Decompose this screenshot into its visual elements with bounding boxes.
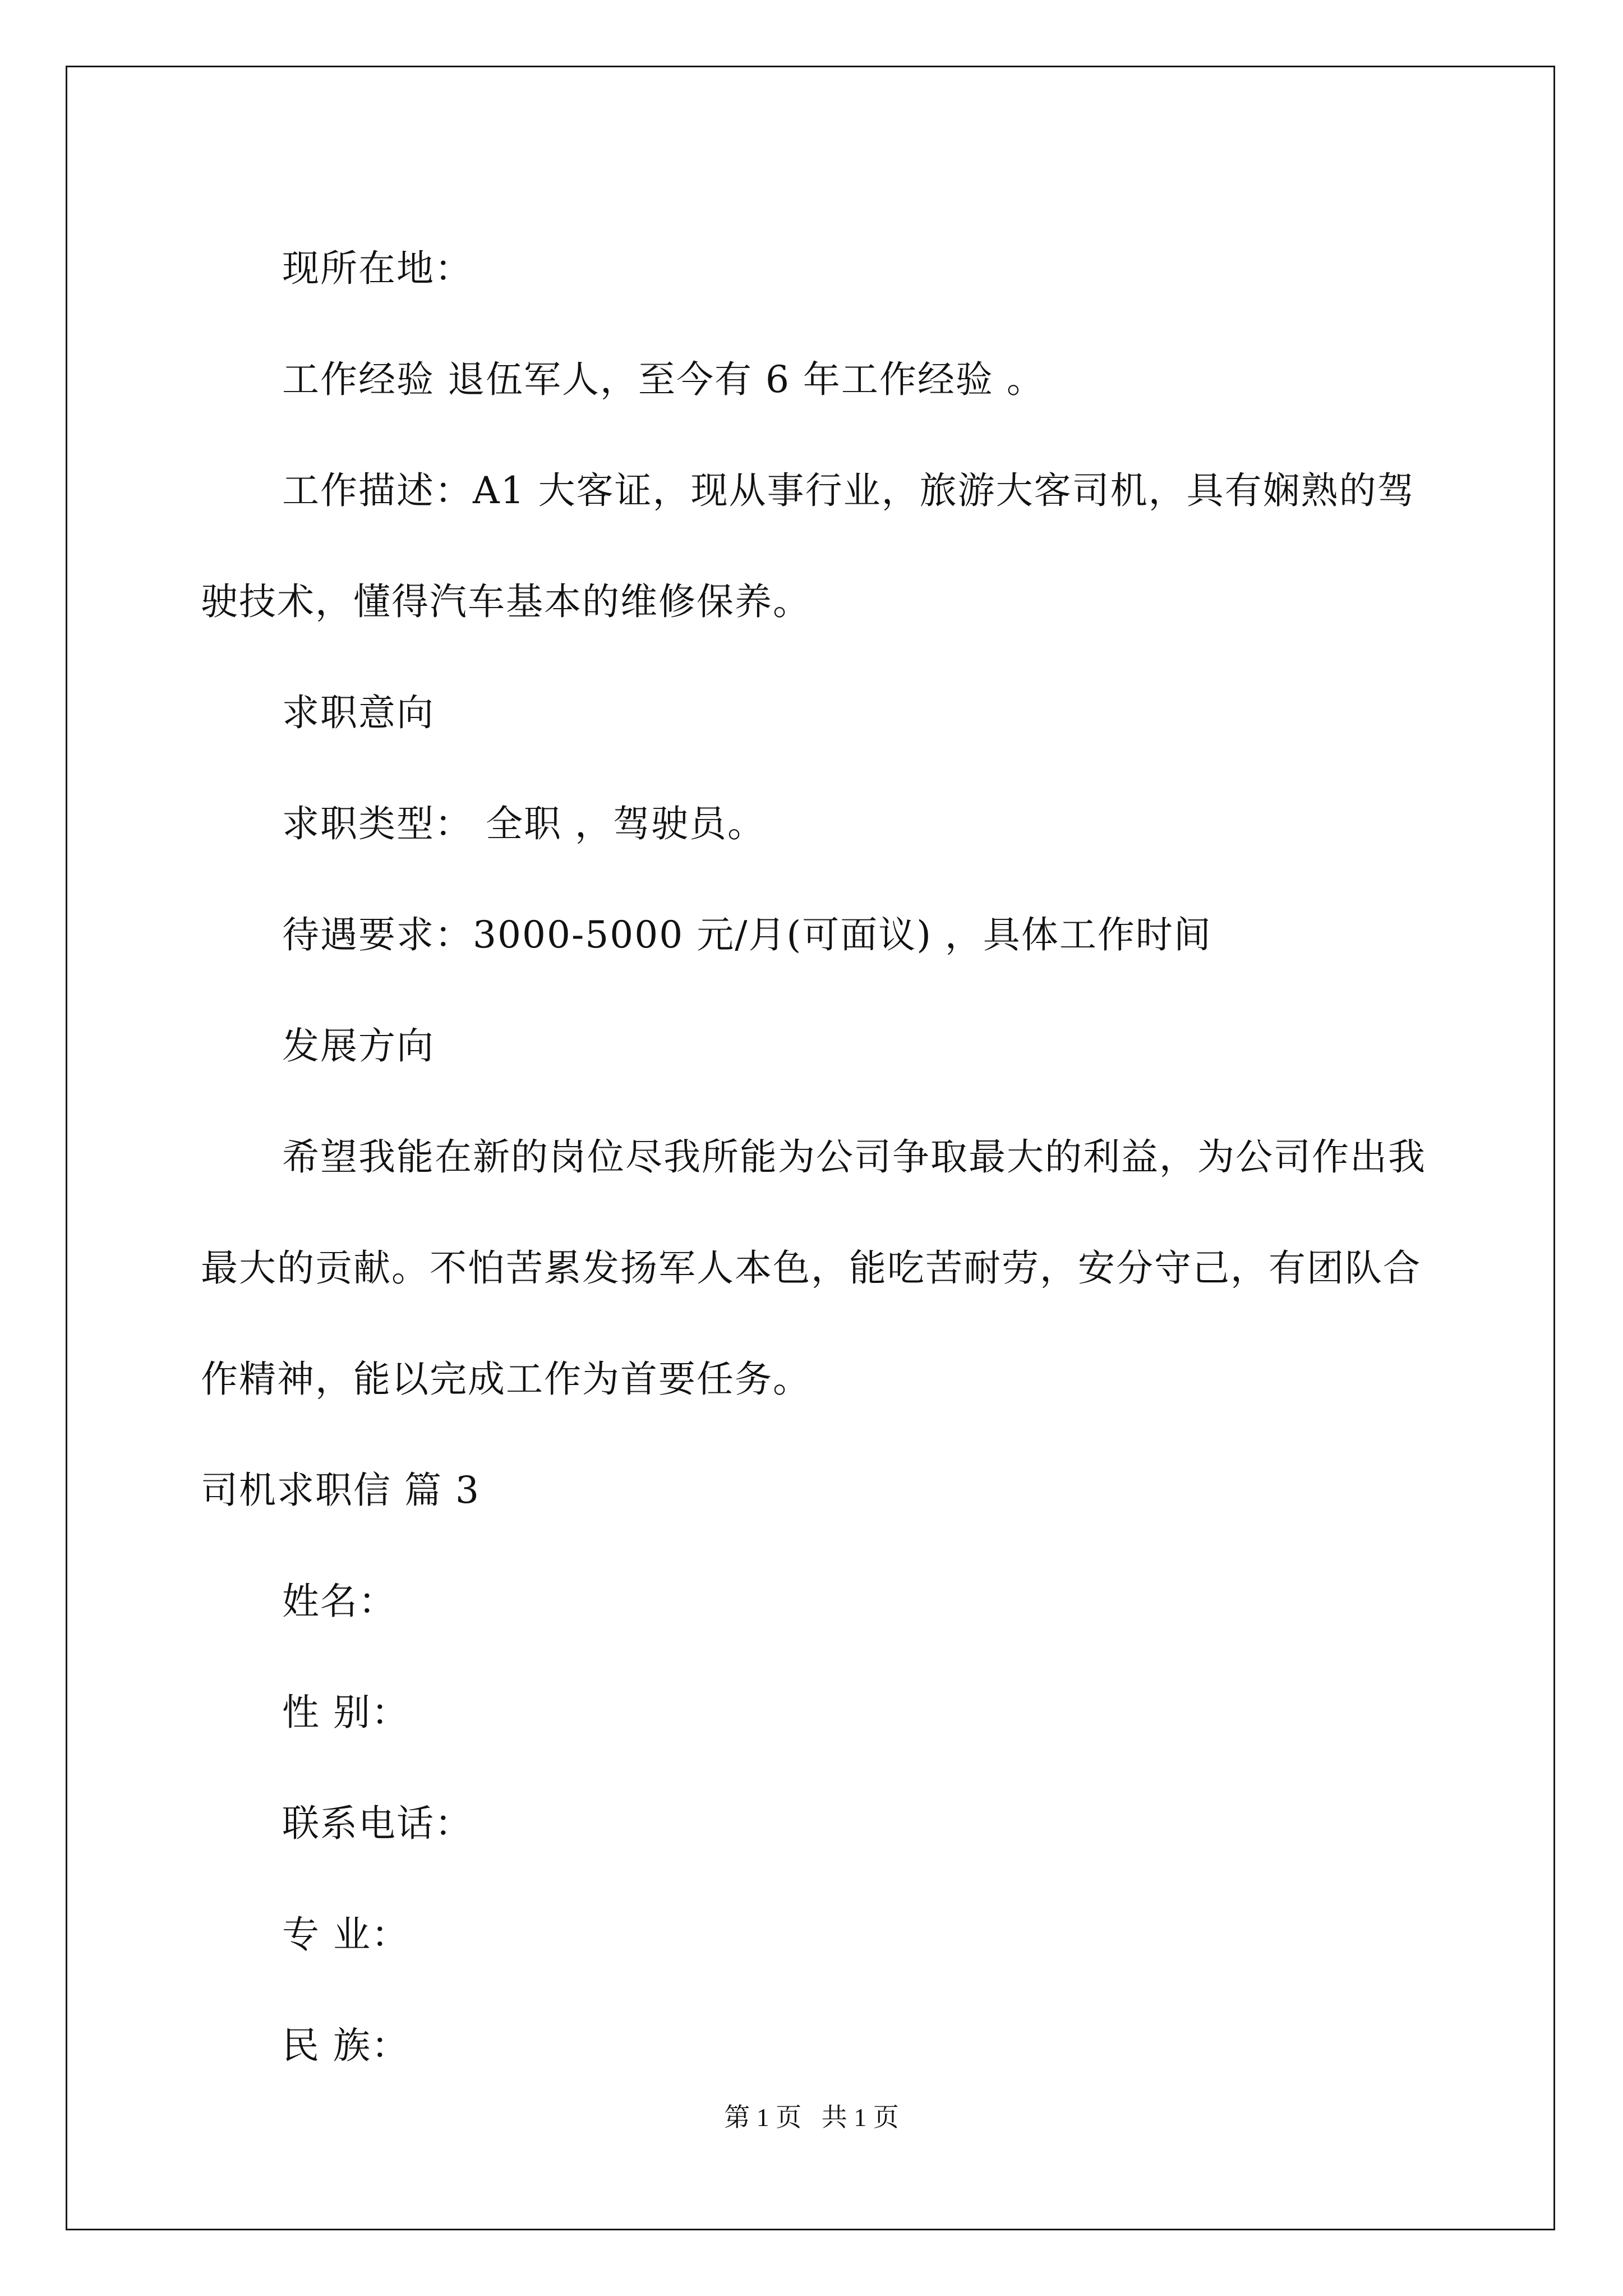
page-number-total: 共 1 页 [821,2103,899,2132]
section-heading-job-intention: 求职意向 [282,691,435,734]
development-statement: 希望我能在新的岗位尽我所能为公司争取最大的利益，为公司作出我最大的贡献。不怕苦累发扬军人本色，能吃苦耐劳，安分守己，有团队合作精神，能以完成工作为首要任务。 [201,1135,1426,1401]
field-phone: 联系电话： [282,1802,473,1845]
work-experience: 工作经验 退伍军人，至今有 6 年工作经验 。 [282,358,1045,401]
field-ethnicity: 民 族： [282,2024,409,2067]
field-gender: 性 别： [282,1691,409,1734]
job-type: 求职类型： 全职 ，驾驶员。 [282,802,766,845]
field-current-location: 现所在地： [282,247,473,290]
page-footer [0,2097,1623,2134]
job-description: 工作描述：A1 大客证，现从事行业，旅游大客司机，具有娴熟的驾驶技术，懂得汽车基本的维修保养。 [201,469,1415,623]
field-name: 姓名： [282,1580,396,1623]
section-heading-development: 发展方向 [282,1024,435,1068]
document-body [201,213,1429,2101]
page-number-current: 第 1 页 [724,2103,802,2132]
section-title-letter-3: 司机求职信 篇 3 [201,1469,480,1512]
field-major: 专 业： [282,1913,409,1956]
salary-requirement: 待遇要求：3000-5000 元/月(可面议) ，具体工作时间 [282,913,1212,956]
